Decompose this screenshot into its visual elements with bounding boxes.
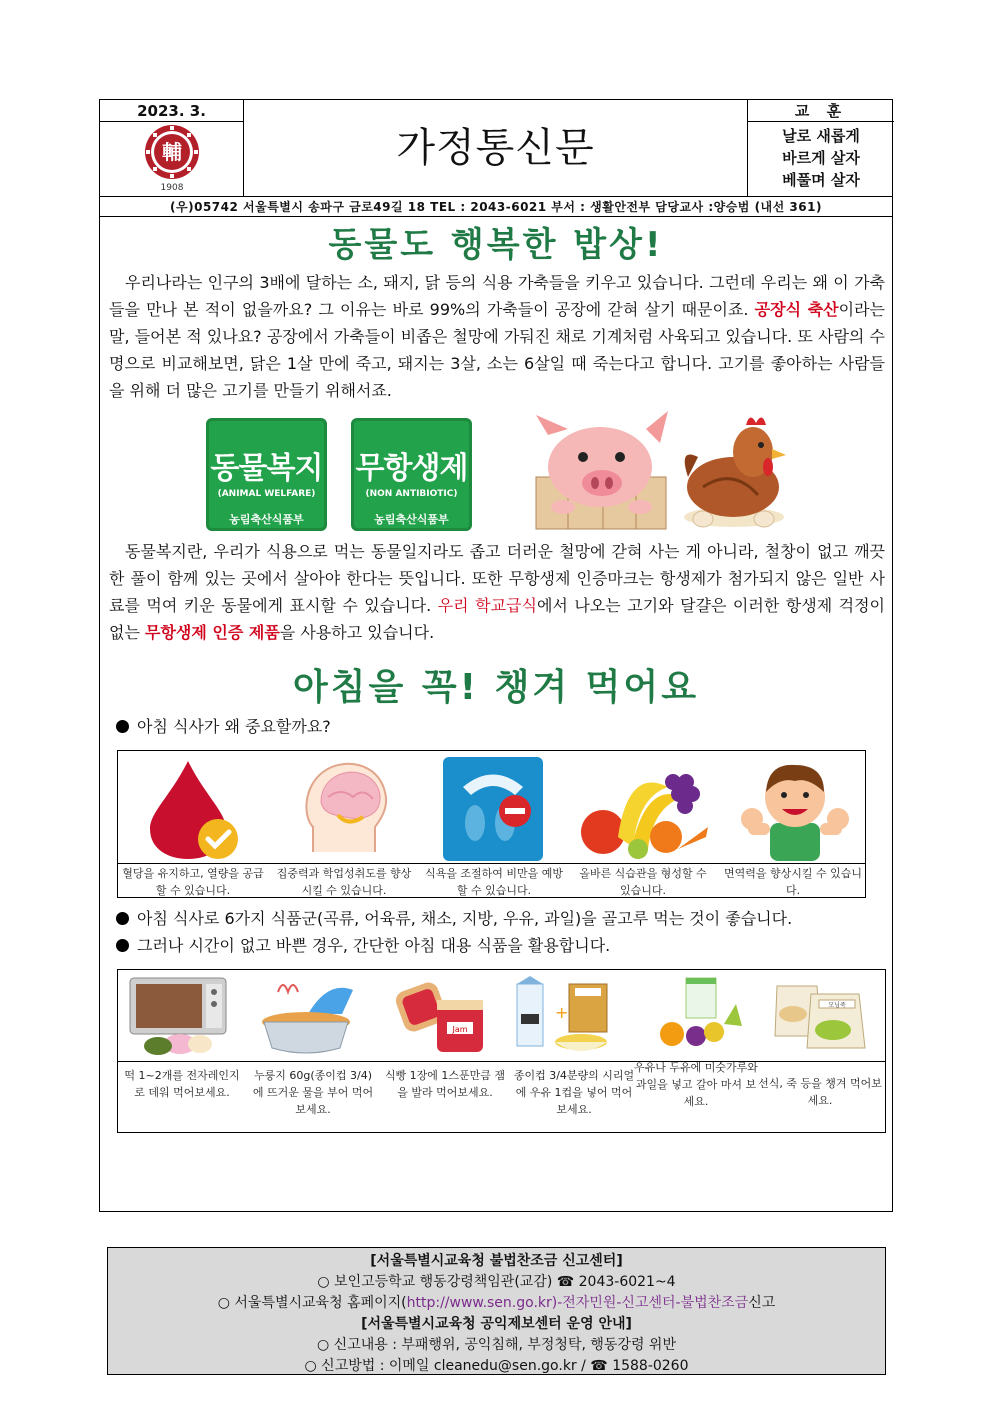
food-caption: 떡 1~2개를 전자레인지로 데워 먹어보세요. (124, 1069, 240, 1099)
phone-icon: ☎ (590, 1358, 613, 1374)
benefit-caption: 집중력과 학업성취도를 향상시킬 수 있습니다. (276, 867, 412, 897)
hen-icon (684, 417, 786, 527)
motto-heading: 교 훈 (747, 100, 894, 122)
motto-line: 바르게 살자 (782, 149, 860, 167)
brain-icon (293, 757, 403, 861)
pig-icon (536, 411, 668, 529)
phone-icon: ☎ (556, 1274, 579, 1290)
footer-link-sen[interactable]: http://www.sen.go.kr)-전자민원-신고센터-불법찬조금 (406, 1295, 749, 1311)
issue-date: 2023. 3. (100, 100, 244, 122)
highlight-factory-farming: 공장식 축산 (754, 300, 839, 319)
paragraph-certification: 동물복지란, 우리가 식용으로 먹는 동물일지라도 좁고 더러운 철망에 갇혀 사는 게 아니라, 철창이 없고 깨끗한 풀이 함께 있는 곳에서 살아야 한다는 뜻입니다. 또한 무항생제 인증마크는 항생제가 첨가되지 않은 일반 사료를 먹여 키운 동물에게 표시할 수 있습니다. 우리 학교급식에서 나오는 고기와 달걀은 이러한 항생제 걱정이 없는 무항생제 인증 제품을 사용하고 있습니다. (109, 542, 885, 642)
benefit-caption: 식욕을 조절하여 비만을 예방할 수 있습니다. (424, 867, 563, 897)
school-emblem-icon (100, 122, 244, 196)
food-caption: 우유나 두유에 미숫가루와 과일을 넣고 갈아 마셔 보세요. (634, 1061, 758, 1108)
section-title-breakfast: 아침을 꼭! 챙겨 먹어요 (292, 667, 699, 708)
benefit-caption: 올바른 식습관을 형성할 수 있습니다. (579, 867, 707, 897)
badge-main-label: 무항생제 (355, 451, 468, 486)
breakfast-foods-grid (117, 969, 886, 1133)
footer-heading-whistleblower: [서울특별시교육청 공익제보센터 운영 안내] (361, 1316, 632, 1332)
motto-line: 날로 새롭게 (782, 127, 860, 145)
paragraph-factory-farming: 우리나라는 인구의 3배에 달하는 소, 돼지, 닭 등의 식용 가축들을 키우고 있습니다. 그런데 우리는 왜 이 가축들을 만나 본 적이 없을까요? 그 이유는 바로 99%의 가축들이 공장에 갇혀 살기 때문이죠. 공장식 축산이라는 말, 들어본 적 있나요? 공장에서 가축들이 비좁은 철망에 가둬진 채로 기계처럼 사육되고 있습니다. 또 사람의 수명으로 비교해보면, 닭은 1살 만에 죽고, 돼지는 3살, 소는 6살일 때 죽는다고 합니다. 고기를 좋아하는 사람들을 위해 더 많은 고기를 만들기 위해서죠. (109, 273, 885, 400)
bullet-dot-icon (116, 720, 129, 733)
animal-welfare-badge (206, 418, 327, 531)
footer-heading-donation-report: [서울특별시교육청 불법찬조금 신고센터] (370, 1253, 623, 1269)
report-center-footer (107, 1247, 886, 1375)
porridge-pack-label: 모닝죽 (828, 1002, 846, 1009)
footer-line-report-method: ○ 신고방법 : 이메일 cleanedu@sen.go.kr / ☎ 1588-0260 (304, 1358, 689, 1374)
motto-line: 베풀며 살자 (782, 171, 860, 189)
badge-sub-label: (NON ANTIBIOTIC) (365, 489, 458, 499)
school-address: (우)05742 서울특별시 송파구 금로49길 18 TEL : 2043-6021 부서 : 생활안전부 담당교사 :양승범 (내선 361) (100, 196, 892, 217)
footer-line-vice-principal: ○ 보인고등학교 행동강령책임관(교감) ☎ 2043-6021~4 (317, 1274, 676, 1290)
main-content (99, 217, 893, 1212)
bullet-six-food-groups: 아침 식사로 6가지 식품군(곡류, 어육류, 채소, 지방, 우유, 과일)을 골고루 먹는 것이 좋습니다. (116, 908, 792, 930)
footer-line-report-content: ○ 신고내용 : 부패행위, 공익침해, 부정청탁, 행동강령 위반 (317, 1337, 676, 1353)
motto-box (747, 122, 894, 196)
section-title-animal-welfare: 동물도 행복한 밥상! (328, 225, 664, 265)
bread-jam-icon (393, 974, 493, 1056)
bullet-why-breakfast: 아침 식사가 왜 중요할까요? (116, 716, 331, 738)
footer-line-homepage: ○ 서울특별시교육청 홈페이지(http://www.sen.go.kr)-전자민원-신고센터-불법찬조금신고 (217, 1295, 776, 1311)
badge-ministry-label: 농림축산식품부 (374, 513, 449, 526)
milk-cereal-icon (513, 974, 613, 1056)
bullet-dot-icon (116, 912, 129, 925)
jam-label: Jam (452, 1025, 468, 1034)
fruits-icon (578, 757, 713, 861)
porridge-pack-icon (773, 974, 873, 1056)
highlight-certified-products: 무항생제 인증 제품 (145, 623, 280, 642)
newsletter-header (99, 99, 893, 217)
bullet-dot-icon (116, 939, 129, 952)
badge-main-label: 동물복지 (210, 451, 323, 486)
school-logo (100, 122, 244, 196)
svg-text:+: + (555, 1003, 569, 1022)
breakfast-benefits-grid (117, 750, 866, 898)
bullet-quick-breakfast: 그러나 시간이 없고 바쁜 경우, 간단한 아침 대용 식품을 활용합니다. (116, 935, 610, 957)
badge-sub-label: (ANIMAL WELFARE) (217, 489, 316, 499)
newsletter-title: 가정통신문 (396, 125, 595, 171)
strong-child-icon (738, 757, 853, 861)
logo-year: 1908 (160, 183, 184, 193)
nurungji-pot-icon (258, 974, 358, 1056)
non-antibiotic-badge (351, 418, 472, 531)
blood-drop-icon (140, 757, 250, 861)
food-caption: 선식, 죽 등을 챙겨 먹어보세요. (758, 1077, 882, 1107)
microwave-rice-cake-icon (128, 974, 228, 1056)
food-caption: 종이컵 3/4분량의 시리얼에 우유 1컵을 넣어 먹어보세요. (513, 1069, 635, 1116)
food-caption: 식빵 1장에 1스푼만큼 잼을 발라 먹어보세요. (384, 1069, 506, 1099)
pig-and-hen-illustration (528, 407, 793, 532)
highlight-school-meals: 우리 학교급식 (437, 596, 537, 615)
food-caption: 누룽지 60g(종이컵 3/4)에 뜨거운 물을 부어 먹어보세요. (252, 1069, 374, 1116)
logo-character: 輔 (162, 140, 182, 164)
benefit-caption: 혈당을 유지하고, 열량을 공급할 수 있습니다. (122, 867, 264, 897)
benefit-caption: 면역력을 향상시킬 수 있습니다. (723, 867, 862, 897)
badge-ministry-label: 농림축산식품부 (229, 513, 304, 526)
scale-icon (443, 757, 543, 861)
smoothie-icon (648, 974, 748, 1056)
